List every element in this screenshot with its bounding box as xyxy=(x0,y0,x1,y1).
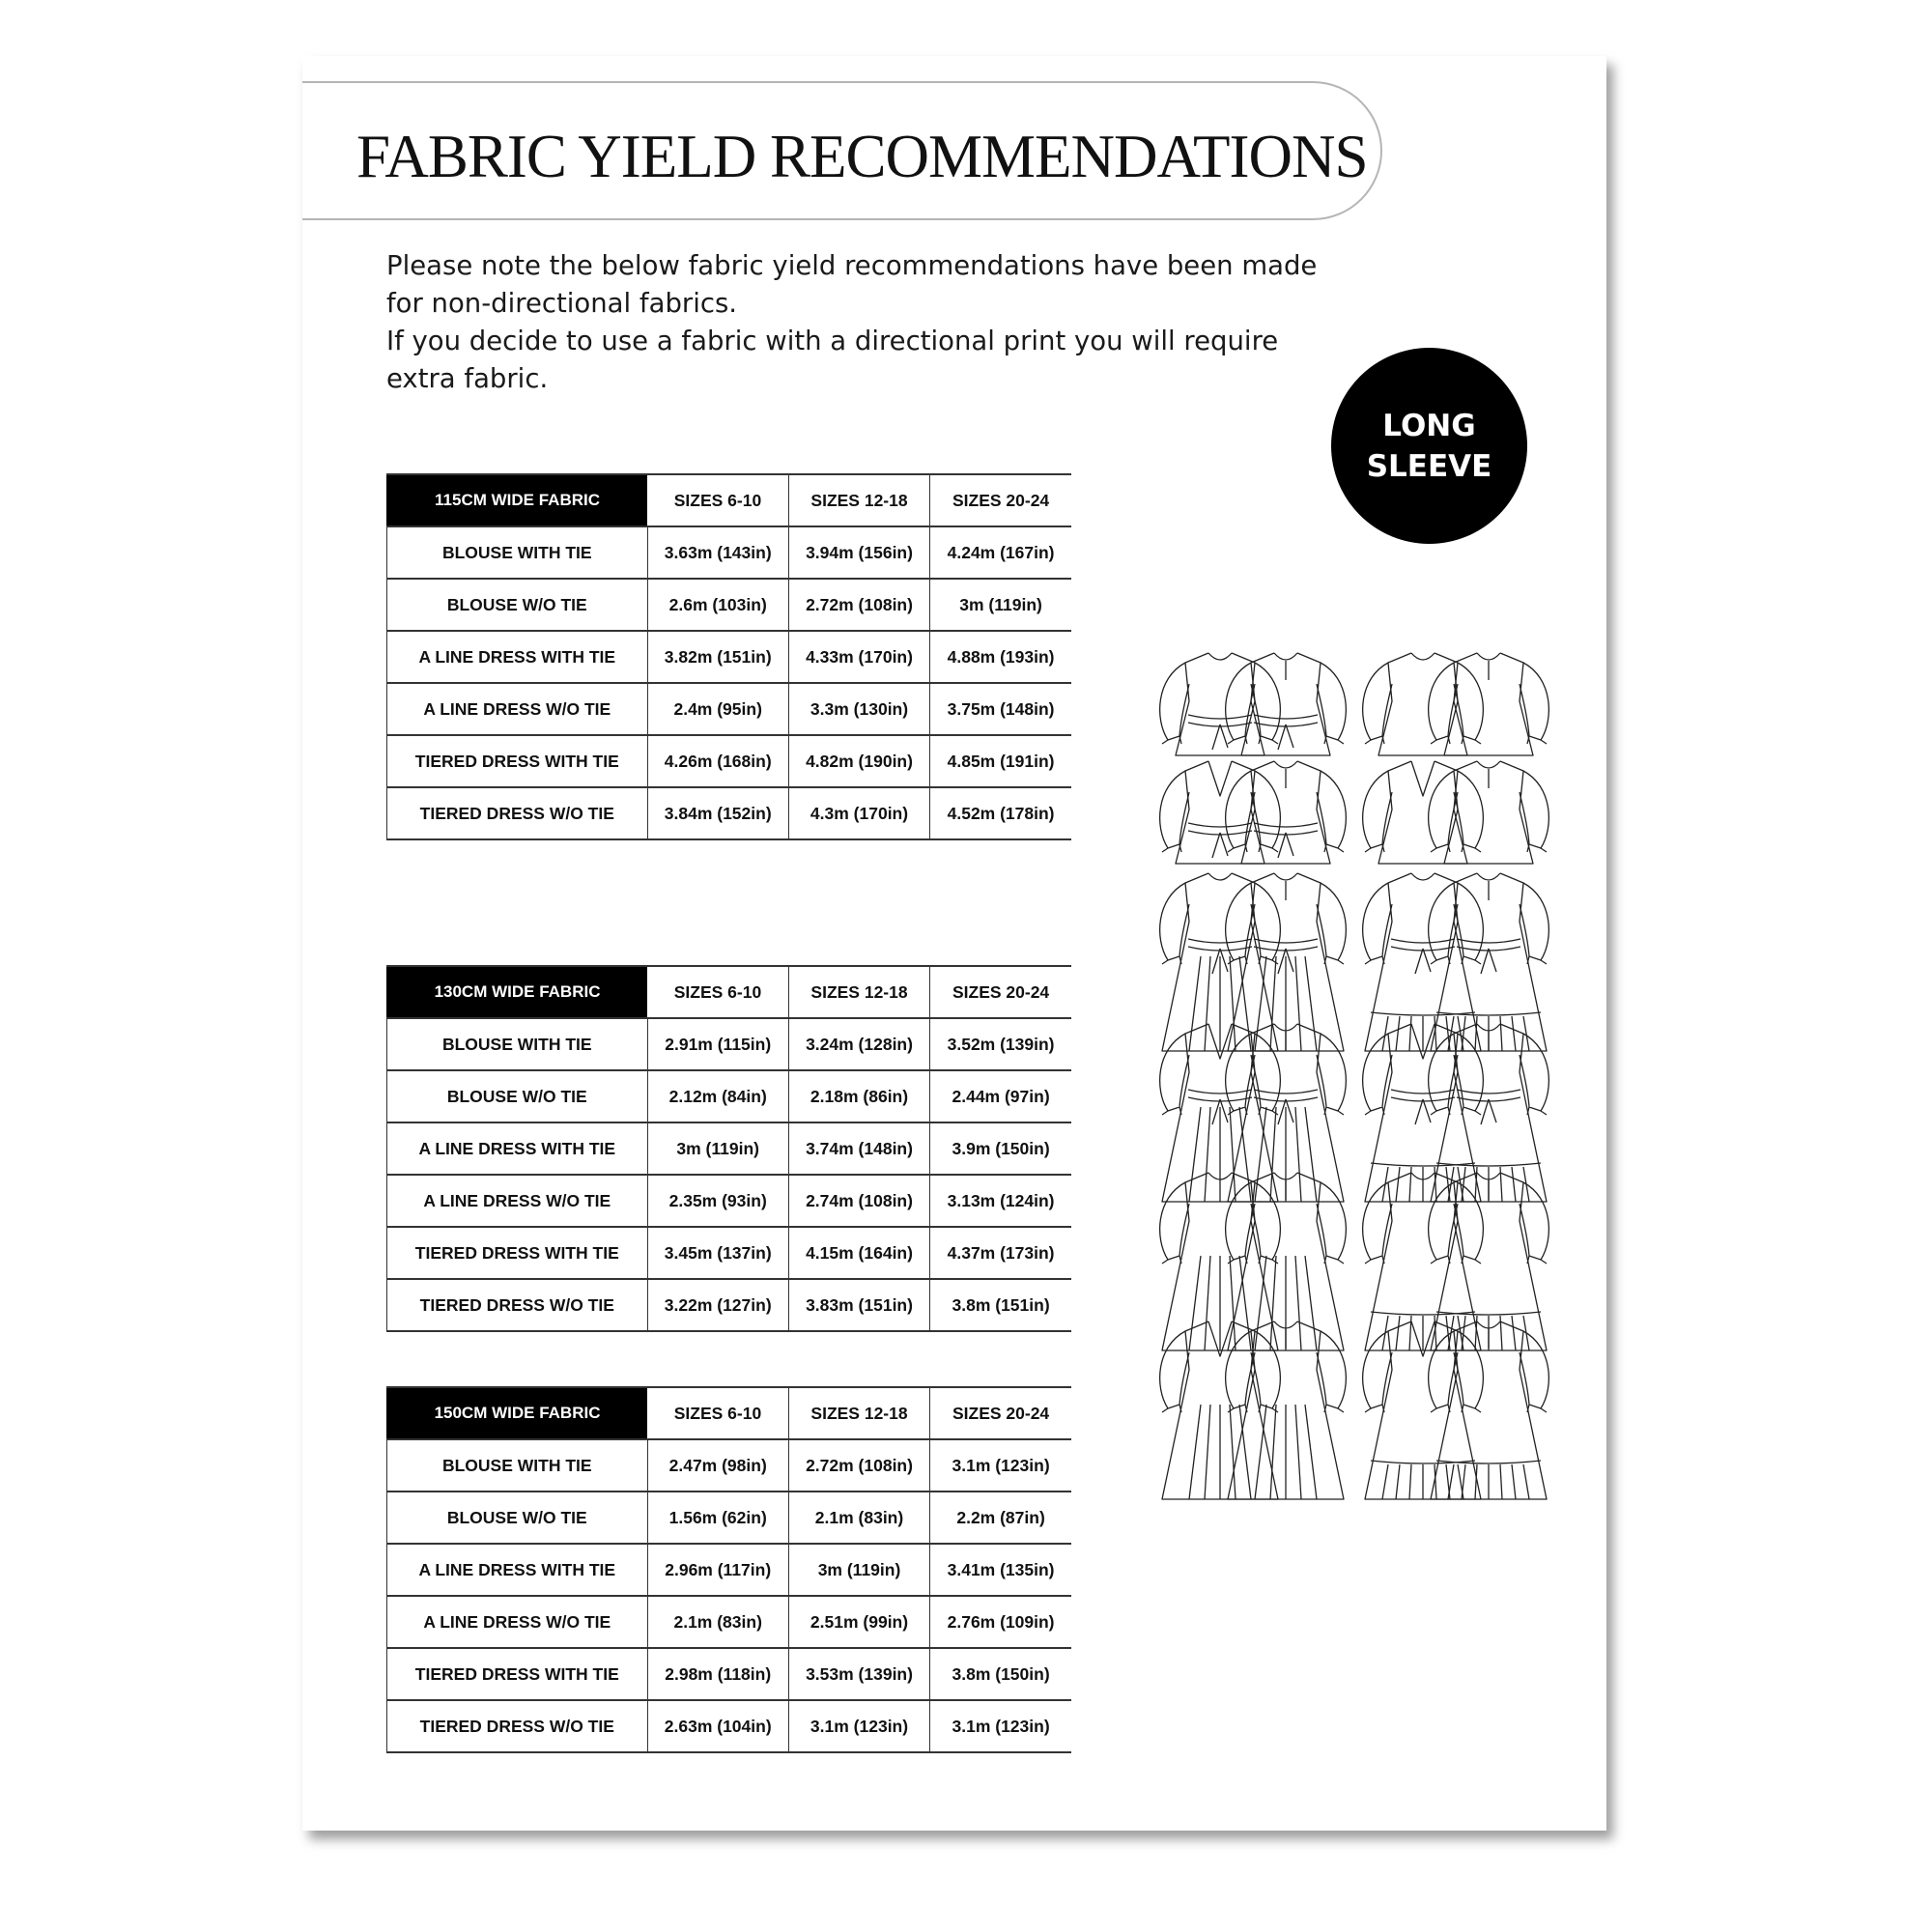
yield-cell: 4.85m (191in) xyxy=(930,735,1071,787)
size-header: SIZES 20-24 xyxy=(930,966,1071,1018)
size-header: SIZES 12-18 xyxy=(788,966,929,1018)
yield-cell: 4.24m (167in) xyxy=(930,526,1071,579)
garment-illustration xyxy=(1363,1173,1549,1350)
table-row xyxy=(387,1122,1072,1175)
table-row xyxy=(387,1175,1072,1227)
yield-cell: 3.53m (139in) xyxy=(788,1648,929,1700)
yield-table-130cm xyxy=(386,965,1071,1332)
yield-cell: 3.8m (151in) xyxy=(930,1279,1071,1331)
yield-cell: 3.3m (130in) xyxy=(788,683,929,735)
garment-label: BLOUSE W/O TIE xyxy=(387,579,648,631)
garment-label: A LINE DRESS W/O TIE xyxy=(387,1596,648,1648)
yield-cell: 4.52m (178in) xyxy=(930,787,1071,839)
garment-label: BLOUSE W/O TIE xyxy=(387,1492,648,1544)
yield-cell: 3.82m (151in) xyxy=(647,631,788,683)
yield-cell: 3.1m (123in) xyxy=(788,1700,929,1752)
yield-cell: 3.74m (148in) xyxy=(788,1122,929,1175)
table-row xyxy=(387,1700,1072,1752)
garment-label: TIERED DRESS W/O TIE xyxy=(387,1279,648,1331)
title-banner xyxy=(302,81,1382,220)
yield-cell: 2.12m (84in) xyxy=(647,1070,788,1122)
fabric-width-header: 150CM WIDE FABRIC xyxy=(387,1387,648,1439)
garment-illustration xyxy=(1363,1321,1549,1499)
yield-cell: 2.1m (83in) xyxy=(647,1596,788,1648)
table-row xyxy=(387,631,1072,683)
yield-cell: 2.63m (104in) xyxy=(647,1700,788,1752)
table-row xyxy=(387,1227,1072,1279)
table-row xyxy=(387,1439,1072,1492)
size-header: SIZES 12-18 xyxy=(788,474,929,526)
yield-cell: 3.22m (127in) xyxy=(647,1279,788,1331)
intro-line-1: Please note the below fabric yield recommendations have been made for non-directional fabrics. xyxy=(386,250,1318,319)
yield-cell: 3.1m (123in) xyxy=(930,1700,1071,1752)
yield-cell: 3.83m (151in) xyxy=(788,1279,929,1331)
garment-illustration xyxy=(1160,653,1347,755)
garment-label: BLOUSE WITH TIE xyxy=(387,1018,648,1070)
yield-cell: 3.1m (123in) xyxy=(930,1439,1071,1492)
table-row xyxy=(387,735,1072,787)
long-sleeve-badge xyxy=(1331,348,1527,544)
yield-cell: 4.37m (173in) xyxy=(930,1227,1071,1279)
fabric-width-header: 115CM WIDE FABRIC xyxy=(387,474,648,526)
yield-cell: 4.33m (170in) xyxy=(788,631,929,683)
fabric-width-header: 130CM WIDE FABRIC xyxy=(387,966,648,1018)
yield-cell: 4.82m (190in) xyxy=(788,735,929,787)
garment-illustrations xyxy=(1114,636,1577,1718)
yield-cell: 2.1m (83in) xyxy=(788,1492,929,1544)
garment-label: A LINE DRESS WITH TIE xyxy=(387,1544,648,1596)
garment-illustration xyxy=(1160,873,1347,1051)
garment-illustration xyxy=(1160,761,1347,864)
yield-cell: 2.6m (103in) xyxy=(647,579,788,631)
garment-illustration xyxy=(1160,1173,1347,1350)
yield-cell: 2.72m (108in) xyxy=(788,1439,929,1492)
size-header: SIZES 6-10 xyxy=(647,966,788,1018)
yield-cell: 3.41m (135in) xyxy=(930,1544,1071,1596)
yield-table-150cm xyxy=(386,1386,1071,1753)
yield-cell: 2.96m (117in) xyxy=(647,1544,788,1596)
yield-cell: 3.75m (148in) xyxy=(930,683,1071,735)
table-header-row xyxy=(387,1387,1072,1439)
garment-label: TIERED DRESS WITH TIE xyxy=(387,1648,648,1700)
yield-cell: 1.56m (62in) xyxy=(647,1492,788,1544)
yield-cell: 2.51m (99in) xyxy=(788,1596,929,1648)
table-row xyxy=(387,787,1072,839)
yield-cell: 2.98m (118in) xyxy=(647,1648,788,1700)
yield-cell: 4.26m (168in) xyxy=(647,735,788,787)
size-header: SIZES 12-18 xyxy=(788,1387,929,1439)
yield-cell: 4.15m (164in) xyxy=(788,1227,929,1279)
yield-cell: 3.84m (152in) xyxy=(647,787,788,839)
yield-cell: 3m (119in) xyxy=(647,1122,788,1175)
table-header-row xyxy=(387,966,1072,1018)
table-header-row xyxy=(387,474,1072,526)
yield-cell: 3m (119in) xyxy=(788,1544,929,1596)
yield-cell: 2.18m (86in) xyxy=(788,1070,929,1122)
yield-cell: 4.88m (193in) xyxy=(930,631,1071,683)
yield-cell: 2.72m (108in) xyxy=(788,579,929,631)
size-header: SIZES 20-24 xyxy=(930,1387,1071,1439)
yield-cell: 2.74m (108in) xyxy=(788,1175,929,1227)
yield-cell: 2.91m (115in) xyxy=(647,1018,788,1070)
yield-cell: 4.3m (170in) xyxy=(788,787,929,839)
table-row xyxy=(387,1279,1072,1331)
garment-label: BLOUSE WITH TIE xyxy=(387,1439,648,1492)
yield-cell: 2.2m (87in) xyxy=(930,1492,1071,1544)
garment-label: TIERED DRESS W/O TIE xyxy=(387,1700,648,1752)
yield-cell: 3.8m (150in) xyxy=(930,1648,1071,1700)
table-row xyxy=(387,1070,1072,1122)
yield-cell: 3.45m (137in) xyxy=(647,1227,788,1279)
table-row xyxy=(387,1018,1072,1070)
table-row xyxy=(387,526,1072,579)
yield-cell: 3.94m (156in) xyxy=(788,526,929,579)
garment-label: A LINE DRESS WITH TIE xyxy=(387,1122,648,1175)
yield-table-115cm xyxy=(386,473,1071,840)
table-row xyxy=(387,683,1072,735)
yield-cell: 3.9m (150in) xyxy=(930,1122,1071,1175)
garment-label: TIERED DRESS W/O TIE xyxy=(387,787,648,839)
yield-cell: 3.13m (124in) xyxy=(930,1175,1071,1227)
size-header: SIZES 6-10 xyxy=(647,474,788,526)
yield-cell: 3.24m (128in) xyxy=(788,1018,929,1070)
garment-label: TIERED DRESS WITH TIE xyxy=(387,735,648,787)
intro-line-2: If you decide to use a fabric with a directional print you will require extra fabric. xyxy=(386,326,1279,394)
garment-label: BLOUSE WITH TIE xyxy=(387,526,648,579)
page-title: FABRIC YIELD RECOMMENDATIONS xyxy=(356,123,1368,190)
yield-cell: 3m (119in) xyxy=(930,579,1071,631)
yield-cell: 2.76m (109in) xyxy=(930,1596,1071,1648)
garment-illustration xyxy=(1363,653,1549,755)
document-page xyxy=(302,56,1606,1831)
intro-text xyxy=(386,247,1352,398)
garment-label: A LINE DRESS WITH TIE xyxy=(387,631,648,683)
size-header: SIZES 6-10 xyxy=(647,1387,788,1439)
garment-label: BLOUSE W/O TIE xyxy=(387,1070,648,1122)
garment-illustration xyxy=(1363,873,1549,1051)
yield-cell: 2.47m (98in) xyxy=(647,1439,788,1492)
yield-cell: 3.52m (139in) xyxy=(930,1018,1071,1070)
badge-line-1: LONG xyxy=(1382,408,1476,443)
yield-cell: 2.35m (93in) xyxy=(647,1175,788,1227)
table-row xyxy=(387,1544,1072,1596)
garment-illustration xyxy=(1160,1321,1347,1499)
yield-cell: 2.44m (97in) xyxy=(930,1070,1071,1122)
size-header: SIZES 20-24 xyxy=(930,474,1071,526)
table-row xyxy=(387,1596,1072,1648)
yield-cell: 3.63m (143in) xyxy=(647,526,788,579)
garment-illustration xyxy=(1363,761,1549,864)
table-row xyxy=(387,1648,1072,1700)
garment-label: TIERED DRESS WITH TIE xyxy=(387,1227,648,1279)
garment-label: A LINE DRESS W/O TIE xyxy=(387,1175,648,1227)
table-row xyxy=(387,1492,1072,1544)
badge-line-2: SLEEVE xyxy=(1366,448,1492,484)
garment-label: A LINE DRESS W/O TIE xyxy=(387,683,648,735)
table-row xyxy=(387,579,1072,631)
yield-cell: 2.4m (95in) xyxy=(647,683,788,735)
